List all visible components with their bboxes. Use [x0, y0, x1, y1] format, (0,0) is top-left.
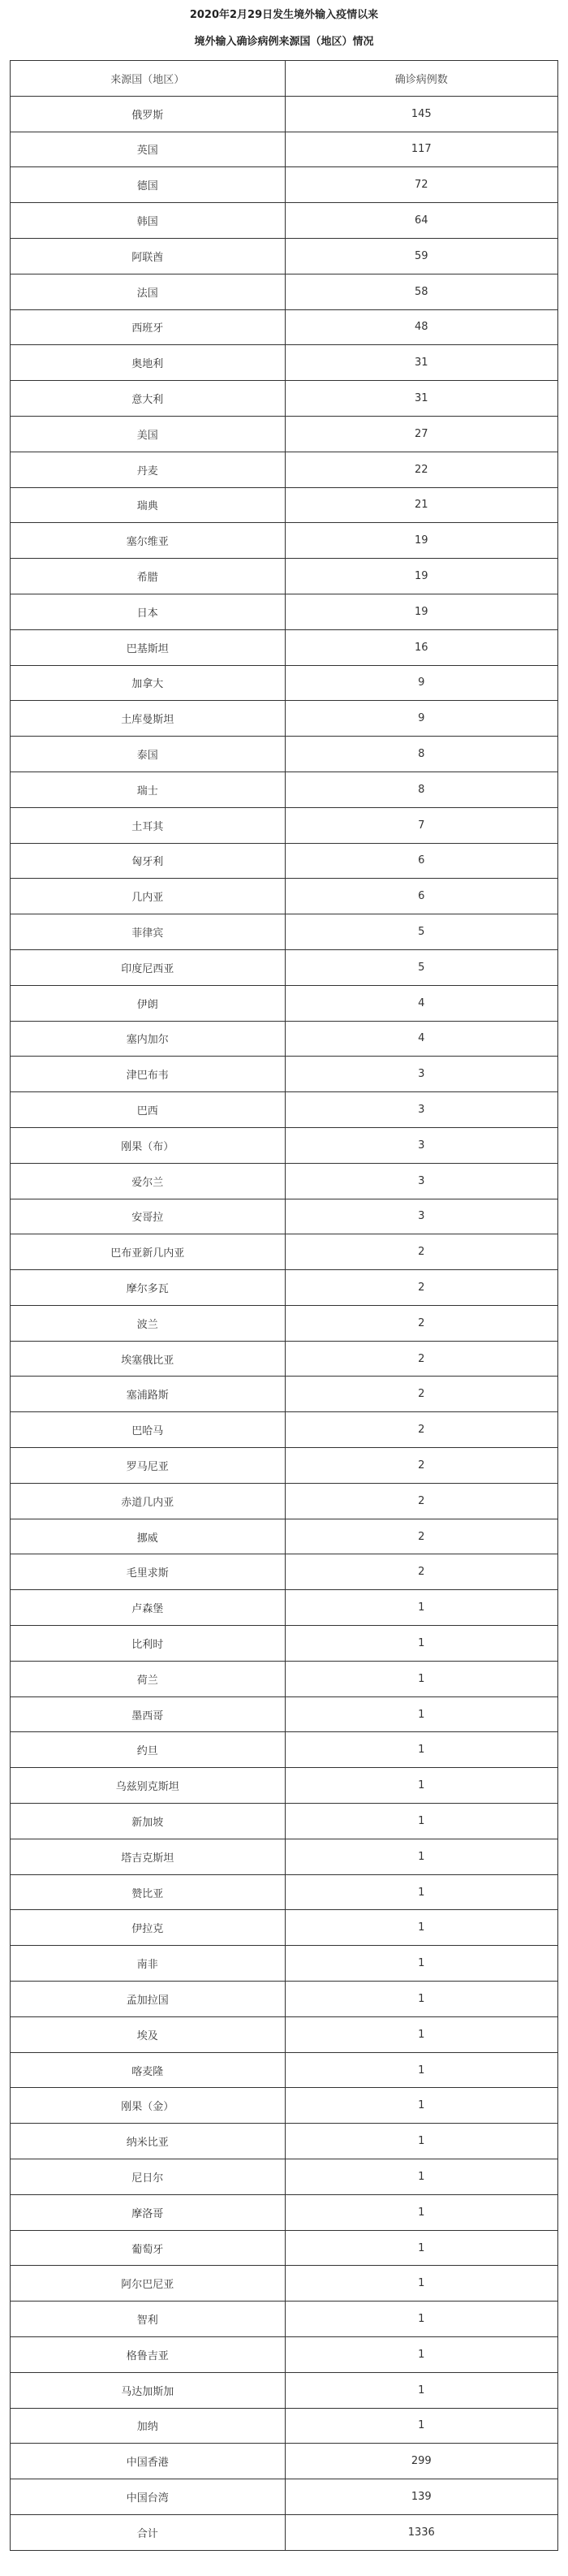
- table-row: [11, 309, 558, 345]
- table-row: [11, 1163, 558, 1199]
- table-row: [11, 416, 558, 452]
- cell-source: 法国: [11, 274, 286, 309]
- cell-count: 1: [285, 1804, 558, 1839]
- cell-count: 1: [285, 1946, 558, 1982]
- table-row: [11, 2230, 558, 2266]
- table-row: [11, 1804, 558, 1839]
- cell-count: 1: [285, 1696, 558, 1732]
- cell-count: 1: [285, 2124, 558, 2159]
- cell-source: 瑞典: [11, 487, 286, 523]
- table-row: [11, 2337, 558, 2373]
- cell-source: 墨西哥: [11, 1696, 286, 1732]
- cell-count: 1: [285, 1910, 558, 1946]
- cell-source: 巴布亚新几内亚: [11, 1234, 286, 1270]
- cell-count: 3: [285, 1199, 558, 1234]
- table-row: [11, 2302, 558, 2337]
- table-row: [11, 487, 558, 523]
- cell-source: 匈牙利: [11, 843, 286, 879]
- cell-count: 1: [285, 1874, 558, 1910]
- cell-count: 2: [285, 1341, 558, 1377]
- table-row: [11, 1874, 558, 1910]
- cell-source: 埃及: [11, 2016, 286, 2052]
- cell-count: 2: [285, 1234, 558, 1270]
- cell-source: 巴基斯坦: [11, 629, 286, 665]
- table-row: [11, 1305, 558, 1341]
- table-row: [11, 843, 558, 879]
- table-row: [11, 1554, 558, 1590]
- cell-source: 比利时: [11, 1626, 286, 1662]
- cell-source: 西班牙: [11, 309, 286, 345]
- table-row: [11, 949, 558, 985]
- table-row: [11, 1626, 558, 1662]
- cell-count: 27: [285, 416, 558, 452]
- cell-count: 1: [285, 2230, 558, 2266]
- cell-count: 6: [285, 879, 558, 914]
- table-row: [11, 1092, 558, 1128]
- table-row: [11, 2052, 558, 2088]
- table-row: [11, 879, 558, 914]
- cell-source: 塞尔维亚: [11, 523, 286, 559]
- cell-count: 9: [285, 701, 558, 737]
- table-row: [11, 523, 558, 559]
- cell-count: 7: [285, 807, 558, 843]
- cell-source: 加纳: [11, 2408, 286, 2444]
- cell-source: 安哥拉: [11, 1199, 286, 1234]
- table-row: [11, 452, 558, 487]
- cell-source: 摩洛哥: [11, 2194, 286, 2230]
- cell-source: 孟加拉国: [11, 1982, 286, 2017]
- cell-source: 罗马尼亚: [11, 1448, 286, 1484]
- cell-source: 尼日尔: [11, 2159, 286, 2195]
- cell-count: 1: [285, 2088, 558, 2124]
- cell-source: 泰国: [11, 737, 286, 772]
- table-row: [11, 96, 558, 132]
- cell-source: 埃塞俄比亚: [11, 1341, 286, 1377]
- table-row: [11, 1982, 558, 2017]
- cell-count: 1: [285, 2194, 558, 2230]
- column-header-count: 确诊病例数: [285, 61, 558, 97]
- cell-source: 葡萄牙: [11, 2230, 286, 2266]
- cell-source: 塞内加尔: [11, 1021, 286, 1057]
- table-row: [11, 985, 558, 1021]
- cell-count: 2: [285, 1554, 558, 1590]
- cell-source: 希腊: [11, 559, 286, 594]
- cell-count: 1: [285, 2337, 558, 2373]
- table-row: [11, 1448, 558, 1484]
- table-row: [11, 2444, 558, 2479]
- cell-count: 1: [285, 1839, 558, 1874]
- cell-count: 4: [285, 1021, 558, 1057]
- cell-count: 1: [285, 2408, 558, 2444]
- cell-source: 挪威: [11, 1519, 286, 1554]
- table-row: [11, 1127, 558, 1163]
- cell-count: 64: [285, 203, 558, 239]
- cell-source: 津巴布韦: [11, 1057, 286, 1092]
- cell-source: 爱尔兰: [11, 1163, 286, 1199]
- table-row: [11, 2088, 558, 2124]
- table-row: [11, 594, 558, 629]
- cell-count: 31: [285, 381, 558, 417]
- table-row: [11, 914, 558, 950]
- table-row: [11, 737, 558, 772]
- cell-source: 喀麦隆: [11, 2052, 286, 2088]
- table-row: [11, 629, 558, 665]
- cell-count: 5: [285, 949, 558, 985]
- table-row: [11, 2514, 558, 2550]
- table-row: [11, 2016, 558, 2052]
- cell-source: 阿联酋: [11, 238, 286, 274]
- cell-source: 毛里求斯: [11, 1554, 286, 1590]
- cell-count: 22: [285, 452, 558, 487]
- cell-source: 合计: [11, 2514, 286, 2550]
- table-row: [11, 1910, 558, 1946]
- cell-count: 2: [285, 1377, 558, 1412]
- cell-count: 2: [285, 1305, 558, 1341]
- table-row: [11, 1661, 558, 1696]
- cell-source: 塔吉克斯坦: [11, 1839, 286, 1874]
- table-row: [11, 381, 558, 417]
- cell-count: 2: [285, 1483, 558, 1519]
- cell-source: 阿尔巴尼亚: [11, 2266, 286, 2302]
- table-row: [11, 132, 558, 167]
- table-row: [11, 1590, 558, 1626]
- table-row: [11, 345, 558, 381]
- column-header-source: 来源国（地区）: [11, 61, 286, 97]
- cell-count: 145: [285, 96, 558, 132]
- table-row: [11, 1021, 558, 1057]
- cell-count: 1: [285, 2302, 558, 2337]
- cell-count: 3: [285, 1092, 558, 1128]
- table-row: [11, 167, 558, 203]
- cell-count: 58: [285, 274, 558, 309]
- table-row: [11, 274, 558, 309]
- cell-source: 菲律宾: [11, 914, 286, 950]
- cell-count: 8: [285, 772, 558, 807]
- table-row: [11, 665, 558, 701]
- cell-count: 2: [285, 1448, 558, 1484]
- table-row: [11, 238, 558, 274]
- table-body: [11, 61, 558, 2551]
- cell-source: 新加坡: [11, 1804, 286, 1839]
- cell-source: 美国: [11, 416, 286, 452]
- cell-source: 马达加斯加: [11, 2372, 286, 2408]
- cell-source: 印度尼西亚: [11, 949, 286, 985]
- source-country-table: [10, 60, 558, 2551]
- cell-count: 48: [285, 309, 558, 345]
- cell-source: 土库曼斯坦: [11, 701, 286, 737]
- table-header-row: [11, 61, 558, 97]
- cell-source: 智利: [11, 2302, 286, 2337]
- page-title-line-2: 境外输入确诊病例来源国（地区）情况: [194, 36, 374, 48]
- cell-source: 俄罗斯: [11, 96, 286, 132]
- cell-count: 8: [285, 737, 558, 772]
- cell-count: 1: [285, 1732, 558, 1768]
- cell-count: 31: [285, 345, 558, 381]
- table-row: [11, 1519, 558, 1554]
- cell-source: 几内亚: [11, 879, 286, 914]
- cell-source: 意大利: [11, 381, 286, 417]
- cell-source: 土耳其: [11, 807, 286, 843]
- cell-source: 瑞士: [11, 772, 286, 807]
- table-row: [11, 2408, 558, 2444]
- cell-source: 格鲁吉亚: [11, 2337, 286, 2373]
- page-title-line-1: 2020年2月29日发生境外输入疫情以来: [189, 9, 379, 21]
- table-row: [11, 1270, 558, 1306]
- cell-source: 波兰: [11, 1305, 286, 1341]
- table-row: [11, 1057, 558, 1092]
- cell-source: 乌兹别克斯坦: [11, 1768, 286, 1804]
- cell-source: 伊朗: [11, 985, 286, 1021]
- cell-count: 1: [285, 1626, 558, 1662]
- cell-source: 刚果（布）: [11, 1127, 286, 1163]
- table-row: [11, 2159, 558, 2195]
- cell-source: 卢森堡: [11, 1590, 286, 1626]
- table-row: [11, 807, 558, 843]
- table-row: [11, 1768, 558, 1804]
- cell-count: 2: [285, 1270, 558, 1306]
- cell-count: 1: [285, 2016, 558, 2052]
- cell-count: 4: [285, 985, 558, 1021]
- cell-count: 6: [285, 843, 558, 879]
- cell-source: 伊拉克: [11, 1910, 286, 1946]
- table-row: [11, 1412, 558, 1448]
- cell-count: 72: [285, 167, 558, 203]
- cell-count: 1336: [285, 2514, 558, 2550]
- table-row: [11, 1839, 558, 1874]
- cell-count: 1: [285, 2372, 558, 2408]
- table-row: [11, 203, 558, 239]
- cell-source: 赤道几内亚: [11, 1483, 286, 1519]
- cell-count: 1: [285, 1768, 558, 1804]
- table-row: [11, 772, 558, 807]
- cell-count: 2: [285, 1412, 558, 1448]
- table-row: [11, 701, 558, 737]
- cell-source: 南非: [11, 1946, 286, 1982]
- cell-count: 1: [285, 1982, 558, 2017]
- cell-count: 1: [285, 2159, 558, 2195]
- cell-source: 中国香港: [11, 2444, 286, 2479]
- cell-count: 1: [285, 1661, 558, 1696]
- cell-count: 16: [285, 629, 558, 665]
- cell-source: 英国: [11, 132, 286, 167]
- cell-source: 巴西: [11, 1092, 286, 1128]
- cell-count: 117: [285, 132, 558, 167]
- cell-source: 加拿大: [11, 665, 286, 701]
- cell-source: 日本: [11, 594, 286, 629]
- cell-count: 3: [285, 1057, 558, 1092]
- table-row: [11, 2194, 558, 2230]
- table-row: [11, 2124, 558, 2159]
- cell-source: 赞比亚: [11, 1874, 286, 1910]
- cell-source: 摩尔多瓦: [11, 1270, 286, 1306]
- cell-source: 荷兰: [11, 1661, 286, 1696]
- table-row: [11, 2266, 558, 2302]
- table-row: [11, 1732, 558, 1768]
- cell-count: 3: [285, 1127, 558, 1163]
- cell-count: 59: [285, 238, 558, 274]
- cell-count: 21: [285, 487, 558, 523]
- cell-source: 纳米比亚: [11, 2124, 286, 2159]
- cell-source: 奥地利: [11, 345, 286, 381]
- cell-count: 5: [285, 914, 558, 950]
- cell-source: 德国: [11, 167, 286, 203]
- cell-count: 19: [285, 559, 558, 594]
- cell-count: 1: [285, 1590, 558, 1626]
- table-row: [11, 1946, 558, 1982]
- cell-count: 19: [285, 594, 558, 629]
- cell-count: 1: [285, 2052, 558, 2088]
- table-row: [11, 1696, 558, 1732]
- table-row: [11, 2479, 558, 2515]
- cell-count: 139: [285, 2479, 558, 2515]
- cell-count: 19: [285, 523, 558, 559]
- cell-source: 刚果（金）: [11, 2088, 286, 2124]
- cell-count: 3: [285, 1163, 558, 1199]
- cell-source: 丹麦: [11, 452, 286, 487]
- cell-count: 1: [285, 2266, 558, 2302]
- cell-count: 9: [285, 665, 558, 701]
- table-row: [11, 1234, 558, 1270]
- cell-source: 中国台湾: [11, 2479, 286, 2515]
- table-row: [11, 1341, 558, 1377]
- table-row: [11, 1377, 558, 1412]
- table-row: [11, 1483, 558, 1519]
- cell-source: 巴哈马: [11, 1412, 286, 1448]
- table-row: [11, 2372, 558, 2408]
- cell-source: 约旦: [11, 1732, 286, 1768]
- cell-count: 299: [285, 2444, 558, 2479]
- cell-count: 2: [285, 1519, 558, 1554]
- table-row: [11, 1199, 558, 1234]
- cell-source: 韩国: [11, 203, 286, 239]
- cell-source: 塞浦路斯: [11, 1377, 286, 1412]
- table-row: [11, 559, 558, 594]
